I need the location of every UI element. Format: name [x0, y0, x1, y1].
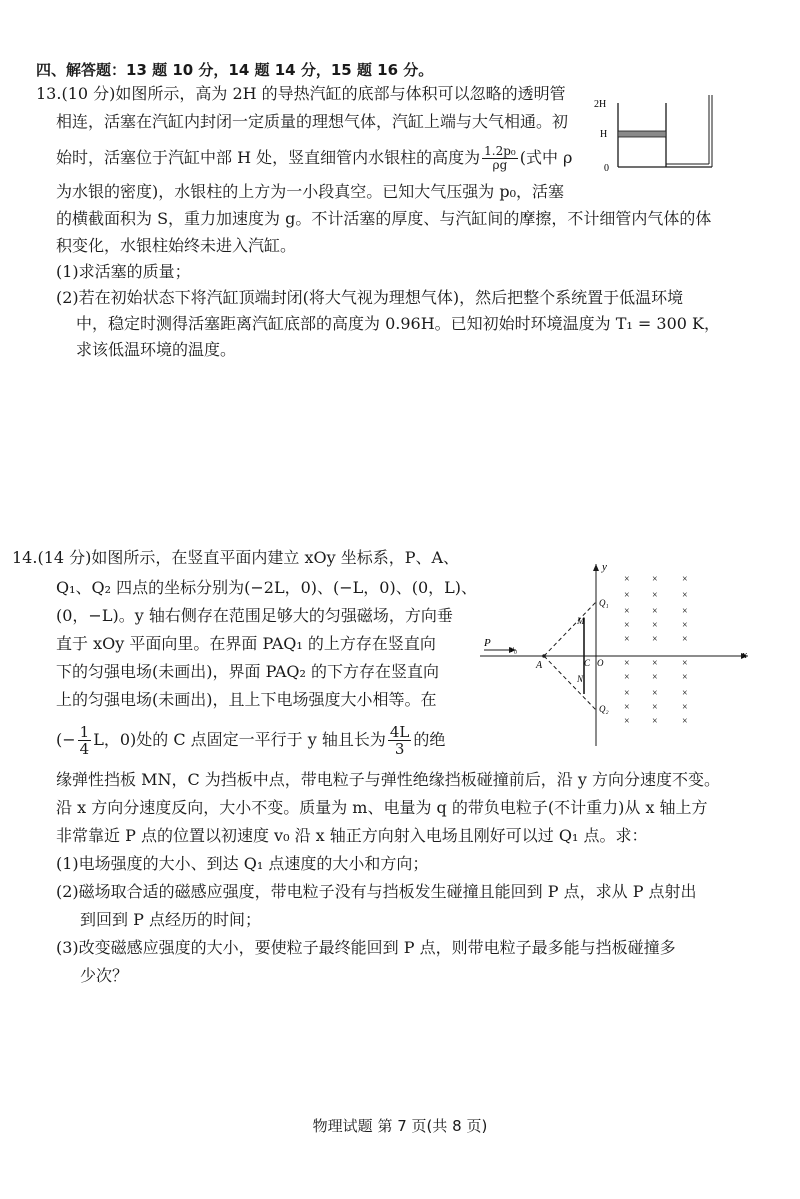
label-N: N: [577, 674, 584, 684]
page-footer: 物理试题 第 7 页(共 8 页): [312, 1117, 488, 1135]
q14-line-3: (0，−L)。y 轴右侧存在范围足够大的匀强磁场，方向垂: [56, 606, 453, 625]
frac-quarter-den: 4: [79, 740, 90, 758]
q13-line-6: 积变化，水银柱始终未进入汽缸。: [56, 236, 297, 255]
field-cross: ×: [652, 658, 658, 669]
label-y: y: [602, 561, 607, 573]
q13-line-3a: 始时，活塞位于汽缸中部 H 处，竖直细管内水银柱的高度为: [56, 148, 481, 167]
magnetic-field-crosses: [624, 574, 688, 727]
label-P: P: [484, 637, 491, 649]
label-C: C: [584, 658, 591, 668]
q13-line-3b: (式中 ρ: [519, 148, 573, 167]
q13-line-2: 相连，活塞在汽缸内封闭一定质量的理想气体，汽缸上端与大气相通。初: [56, 112, 569, 131]
label-H: H: [600, 129, 608, 140]
q14-frac-4L3: [388, 724, 412, 757]
field-cross: ×: [652, 620, 658, 631]
section-title: 四、解答题：13 题 10 分，14 题 14 分，15 题 16 分。: [36, 61, 434, 79]
q14-part-2a: (2)磁场取合适的磁感应强度，带电粒子没有与挡板发生碰撞且能回到 P 点，求从 P 点射出: [56, 882, 697, 901]
q14-line-7: [56, 724, 445, 757]
q14-line-8: 缘弹性挡板 MN，C 为挡板中点，带电粒子与弹性绝缘挡板碰撞前后，沿 y 方向分速度不变。: [56, 770, 721, 789]
field-cross: ×: [652, 606, 658, 617]
q13-frac-den: ρg: [492, 158, 508, 172]
q13-cylinder-figure: [588, 95, 738, 180]
field-cross: ×: [624, 716, 630, 727]
frac-4L-num: 4L: [389, 723, 410, 741]
q14-line-7c: 的绝: [413, 730, 446, 749]
label-v0: v₀: [510, 644, 518, 654]
field-cross: ×: [682, 688, 688, 699]
q14-line-2: Q₁、Q₂ 四点的坐标分别为(−2L，0)、(−L，0)、(0，L)、: [56, 578, 478, 597]
q14-part-1: (1)电场强度的大小、到达 Q₁ 点速度的大小和方向；: [56, 854, 429, 873]
label-A: A: [536, 660, 543, 671]
q14-line-1: 14.(14 分)如图所示，在竖直平面内建立 xOy 坐标系，P、A、: [12, 548, 460, 567]
field-cross: ×: [652, 702, 658, 713]
q13-frac-num: 1.2p₀: [484, 144, 516, 158]
q13-part-1: (1)求活塞的质量；: [56, 262, 191, 281]
frac-quarter-num: 1: [79, 723, 90, 741]
field-cross: ×: [624, 688, 630, 699]
label-0: 0: [604, 163, 609, 174]
field-cross: ×: [682, 590, 688, 601]
field-cross: ×: [624, 620, 630, 631]
label-Q1: Q₁: [599, 598, 609, 608]
field-cross: ×: [682, 702, 688, 713]
q13-part-2c: 求该低温环境的温度。: [76, 340, 237, 359]
field-cross: ×: [624, 658, 630, 669]
field-cross: ×: [682, 672, 688, 683]
field-cross: ×: [624, 634, 630, 645]
q14-part-3a: (3)改变磁感应强度的大小，要使粒子最终能回到 P 点，则带电粒子最多能与挡板碰撞多: [56, 938, 676, 957]
field-cross: ×: [624, 702, 630, 713]
field-cross: ×: [624, 574, 630, 585]
label-Q2: Q₂: [599, 704, 609, 714]
q14-line-6: 上的匀强电场(未画出)，且上下电场强度大小相等。在: [56, 690, 437, 709]
field-cross: ×: [652, 716, 658, 727]
q14-line-7a: (−: [56, 730, 76, 749]
label-2H: 2H: [594, 99, 607, 110]
boundary-PAQ1: [544, 602, 596, 656]
q13-line-5: 的横截面积为 S，重力加速度为 g。不计活塞的厚度、与汽缸间的摩擦，不计细管内气体的体: [56, 209, 712, 228]
q13-part-2b: 中，稳定时测得活塞距离汽缸底部的高度为 0.96H。已知初始时环境温度为 T₁ = 300 K，: [76, 314, 720, 333]
q14-line-4: 直于 xOy 平面向里。在界面 PAQ₁ 的上方存在竖直向: [56, 634, 436, 653]
field-cross: ×: [682, 716, 688, 727]
field-cross: ×: [652, 688, 658, 699]
field-cross: ×: [652, 590, 658, 601]
q14-line-10: 非常靠近 P 点的位置以初速度 v₀ 沿 x 轴正方向射入电场且刚好可以过 Q₁ 点。求：: [56, 826, 648, 845]
field-cross: ×: [652, 634, 658, 645]
q13-fraction: [482, 145, 518, 172]
field-cross: ×: [682, 574, 688, 585]
field-cross: ×: [682, 606, 688, 617]
q13-line-4: 为水银的密度)，水银柱的上方为一小段真空。已知大气压强为 p₀，活塞: [56, 182, 564, 201]
q14-part-3b: 少次？: [80, 966, 129, 985]
point-A: [542, 654, 546, 658]
q13-part-2a: (2)若在初始状态下将汽缸顶端封闭(将大气视为理想气体)，然后把整个系统置于低温环境: [56, 288, 684, 307]
q14-part-2b: 到回到 P 点经历的时间；: [80, 910, 261, 929]
q14-field-figure: [472, 560, 760, 760]
field-cross: ×: [682, 634, 688, 645]
q14-frac-quarter: [78, 724, 92, 757]
q14-line-7b: L，0)处的 C 点固定一平行于 y 轴且长为: [93, 730, 386, 749]
label-x: x: [742, 649, 747, 661]
field-cross: ×: [652, 672, 658, 683]
field-cross: ×: [624, 606, 630, 617]
piston: [618, 131, 666, 137]
q14-line-5: 下的匀强电场(未画出)，界面 PAQ₂ 的下方存在竖直向: [56, 662, 440, 681]
field-cross: ×: [652, 574, 658, 585]
label-M: M: [577, 616, 585, 626]
field-cross: ×: [624, 590, 630, 601]
field-cross: ×: [682, 620, 688, 631]
field-cross: ×: [624, 672, 630, 683]
q13-line-1: 13.(10 分)如图所示，高为 2H 的导热汽缸的底部与体积可以忽略的透明管: [36, 84, 566, 103]
field-cross: ×: [682, 658, 688, 669]
label-O: O: [597, 658, 604, 668]
frac-4L-den: 3: [394, 740, 405, 758]
q13-line-3: [56, 145, 572, 172]
q14-line-9: 沿 x 方向分速度反向，大小不变。质量为 m、电量为 q 的带负电粒子(不计重力)从 x 轴上方: [56, 798, 708, 817]
